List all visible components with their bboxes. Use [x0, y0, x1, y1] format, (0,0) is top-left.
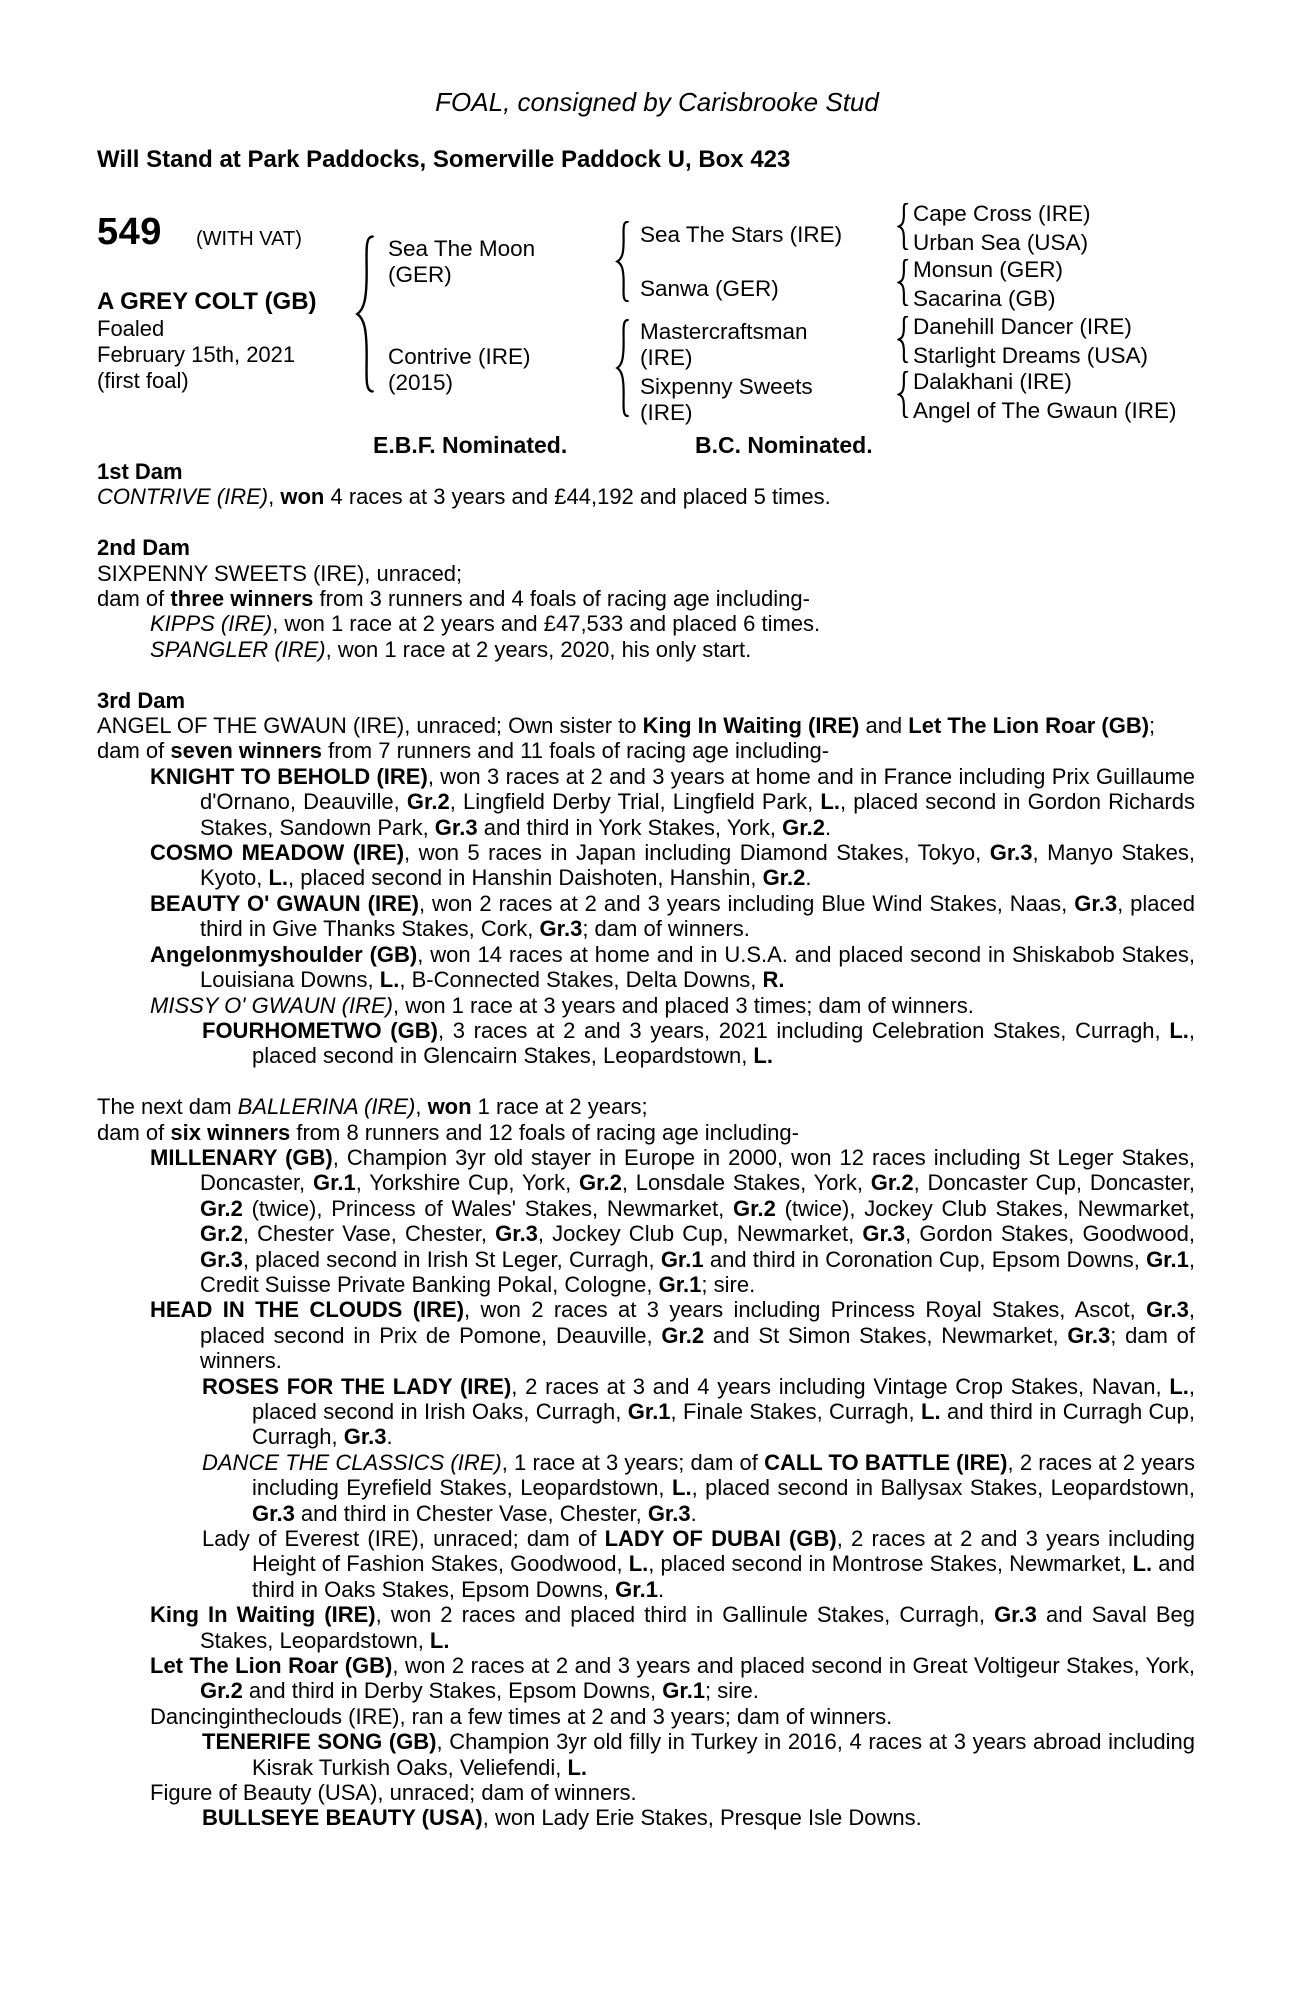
text-segment: Gr.1	[312, 1170, 356, 1196]
text-segment: , 3 races at 2 and 3 years, 2021 including Celebration Stakes, Curragh,	[437, 1017, 1170, 1043]
paragraph	[97, 1526, 1195, 1602]
text-segment: MISSY O' GWAUN (IRE)	[150, 992, 393, 1018]
paragraph	[97, 738, 1195, 763]
text-segment: Gr.3	[252, 1500, 295, 1526]
paragraph	[97, 1018, 1195, 1069]
text-segment: Gr.1	[627, 1398, 671, 1424]
text-segment: and third in Derby Stakes, Epsom Downs,	[242, 1678, 663, 1704]
text-segment: Gr.2	[733, 1195, 776, 1221]
gg-name: Angel of The Gwaun (IRE)	[913, 397, 1177, 423]
text-segment: L.	[268, 865, 289, 891]
pedigree-sire	[388, 236, 535, 288]
text-segment: L.	[628, 1551, 649, 1577]
paragraph	[97, 586, 1195, 611]
text-segment: , Chester Vase, Chester,	[242, 1221, 496, 1247]
text-segment: from 7 runners and 11 foals of racing age including-	[322, 738, 830, 764]
text-segment: .	[824, 814, 832, 840]
pedigree-brace-gg1	[897, 203, 909, 250]
text-segment: and third in Oaks Stakes, Epsom Downs,	[252, 1551, 1195, 1602]
text-segment: , won 2 races at 3 years including Princess Royal Stakes, Ascot,	[464, 1297, 1147, 1323]
text-segment: and	[859, 713, 909, 739]
paragraph	[97, 1729, 1195, 1780]
text-segment: , won 1 race at 2 years, 2020, his only start.	[325, 636, 752, 662]
text-segment: and St Simon Stakes, Newmarket,	[704, 1322, 1068, 1348]
paragraph	[97, 1145, 1195, 1297]
text-segment: Gr.3	[539, 916, 583, 942]
text-segment: Gr.3	[1074, 890, 1118, 916]
text-segment: 4 races at 3 years and £44,192 and placed 5 times.	[324, 484, 831, 510]
pedigree-brace-main	[354, 235, 376, 393]
text-segment: .	[805, 865, 812, 891]
text-segment: and third in York Stakes, York,	[477, 814, 783, 840]
paragraph	[97, 688, 1195, 713]
paragraph	[97, 1780, 1195, 1805]
paragraph	[97, 1450, 1195, 1526]
text-segment: Gr.3	[343, 1424, 387, 1450]
text-segment: ; dam of winners.	[582, 916, 750, 942]
text-segment: ; sire.	[701, 1271, 756, 1297]
text-segment: Gr.3	[434, 814, 478, 840]
stand-location-line: Will Stand at Park Paddocks, Somerville Paddock U, Box 423	[97, 146, 791, 173]
text-segment: BEAUTY O' GWAUN (IRE)	[150, 890, 419, 916]
text-segment: Angelonmyshoulder (GB)	[150, 941, 418, 967]
text-segment: DANCE THE CLASSICS (IRE)	[202, 1449, 502, 1475]
pedigree-brace-dam	[615, 319, 630, 417]
text-segment: Gr.3	[989, 840, 1033, 866]
text-segment: Lady of Everest (IRE), unraced; dam of	[202, 1526, 605, 1552]
text-segment: L.	[921, 1398, 941, 1424]
text-segment: , Gordon Stakes, Goodwood,	[905, 1221, 1195, 1247]
text-segment: KNIGHT TO BEHOLD (IRE)	[150, 763, 428, 789]
text-segment: Gr.2	[579, 1170, 622, 1196]
text-segment: Gr.1	[1146, 1246, 1189, 1272]
text-segment: , won 3 races at 2 and 3 years at home and in France including Prix Guillaume d'Ornano, Deauville,	[200, 763, 1196, 815]
text-segment: , placed second in Irish St Leger, Curragh,	[242, 1246, 661, 1272]
text-segment: , won 2 races and placed third in Gallinule Stakes, Curragh,	[375, 1602, 995, 1628]
text-segment: L.	[672, 1475, 692, 1501]
text-segment: ; dam of winners.	[200, 1322, 1195, 1374]
text-segment: COSMO MEADOW (IRE)	[150, 840, 405, 866]
text-segment: , won 2 races at 2 and 3 years including Blue Wind Stakes, Naas,	[418, 890, 1075, 916]
text-segment: SPANGLER (IRE)	[150, 636, 326, 662]
text-segment: ,	[415, 1094, 428, 1120]
text-segment: , Champion 3yr old filly in Turkey in 2016, 4 races at 3 years abroad including Kisrak Turkish Oaks, Veliefendi,	[252, 1729, 1195, 1780]
text-segment: and third in Chester Vase, Chester,	[294, 1500, 648, 1526]
great-grandparents-pair-3	[913, 313, 1148, 370]
text-segment: , placed second in Prix de Pomone, Deauville,	[200, 1297, 1196, 1348]
text-segment: , won 14 races at home and in U.S.A. and placed second in Shiskabob Stakes, Louisiana Downs,	[200, 941, 1195, 993]
text-segment: ANGEL OF THE GWAUN (IRE), unraced; Own sister to	[97, 713, 643, 739]
gg-name: Starlight Dreams (USA)	[913, 342, 1149, 368]
text-segment: , placed second in Ballysax Stakes, Leopardstown,	[691, 1475, 1195, 1501]
paragraph	[97, 561, 1195, 586]
text-segment: KIPPS (IRE)	[150, 611, 273, 637]
gg-name: Sacarina (GB)	[913, 285, 1056, 311]
text-segment: ,	[268, 484, 281, 510]
text-segment: , won 1 race at 3 years and placed 3 times; dam of winners.	[392, 992, 974, 1018]
text-segment: Gr.2	[782, 814, 825, 840]
text-segment: L.	[567, 1754, 588, 1780]
text-segment: , Doncaster Cup, Doncaster,	[913, 1170, 1195, 1196]
text-segment: Gr.3	[862, 1221, 906, 1247]
catalogue-text	[97, 459, 1195, 1831]
text-segment: HEAD IN THE CLOUDS (IRE)	[150, 1297, 465, 1323]
text-segment: King In Waiting (IRE)	[642, 713, 860, 739]
paragraph	[97, 1374, 1195, 1450]
text-segment: , placed third in Give Thanks Stakes, Cork,	[200, 890, 1195, 942]
text-segment: CALL TO BATTLE (IRE)	[764, 1449, 1008, 1475]
text-segment: L.	[1132, 1551, 1153, 1577]
great-grandparents-pair-1	[913, 200, 1091, 257]
paragraph	[97, 535, 1195, 560]
paragraph	[97, 764, 1195, 840]
text-segment: Gr.3	[647, 1500, 691, 1526]
paragraph	[97, 1602, 1195, 1653]
pedigree-dam-dam	[640, 374, 813, 425]
pedigree-brace-gg4	[897, 371, 909, 418]
text-segment: from 3 runners and 4 foals of racing age including-	[313, 586, 810, 612]
text-segment: , Lonsdale Stakes, York,	[621, 1170, 871, 1196]
text-segment: L.	[753, 1043, 773, 1069]
text-segment: , B-Connected Stakes, Delta Downs,	[399, 967, 763, 993]
text-segment: dam of	[97, 586, 171, 612]
pedigree-dam	[388, 344, 531, 396]
text-segment: won	[427, 1094, 472, 1120]
paragraph	[97, 1805, 1195, 1830]
text-segment: , won 1 race at 2 years and £47,533 and placed 6 times.	[272, 611, 821, 637]
paragraph	[97, 942, 1195, 993]
text-segment: L.	[429, 1627, 450, 1653]
text-segment: from 8 runners and 12 foals of racing age including-	[290, 1119, 799, 1145]
text-segment: Gr.1	[658, 1271, 702, 1297]
paragraph	[97, 840, 1195, 891]
text-segment: 1st Dam	[97, 459, 183, 484]
text-segment: , placed second in Glencairn Stakes, Leopardstown,	[252, 1017, 1196, 1069]
paragraph	[97, 1653, 1195, 1704]
text-segment: Figure of Beauty (USA), unraced; dam of winners.	[150, 1780, 637, 1806]
text-segment: , won 5 races in Japan including Diamond Stakes, Tokyo,	[404, 840, 990, 866]
text-segment: .	[386, 1424, 393, 1450]
horse-name: A GREY COLT (GB)	[97, 288, 317, 315]
text-segment: Gr.2	[200, 1221, 243, 1247]
lot-number: 549	[97, 211, 162, 253]
dam-sire-name: Mastercraftsman	[640, 319, 808, 344]
text-segment: three winners	[170, 586, 314, 612]
gg-name: Danehill Dancer (IRE)	[913, 314, 1132, 339]
first-foal-note: (first foal)	[97, 368, 189, 393]
page-title: FOAL, consigned by Carisbrooke Stud	[435, 87, 879, 117]
foaled-label: Foaled	[97, 316, 165, 341]
text-segment: .	[657, 1576, 665, 1602]
text-segment: Gr.2	[200, 1195, 243, 1221]
text-segment: Gr.2	[200, 1678, 243, 1704]
text-segment: 3rd Dam	[97, 687, 186, 713]
bc-nomination: B.C. Nominated.	[695, 432, 873, 458]
text-segment: The next dam	[97, 1094, 238, 1120]
gg-name: Cape Cross (IRE)	[913, 201, 1091, 226]
text-segment: Gr.3	[1067, 1322, 1111, 1348]
text-segment: LADY OF DUBAI (GB)	[604, 1526, 837, 1552]
text-segment: R.	[762, 967, 785, 993]
dam-year: (2015)	[388, 370, 454, 395]
text-segment: L.	[379, 967, 400, 993]
pedigree-dam-sire	[640, 319, 808, 370]
text-segment: Gr.1	[660, 1246, 704, 1272]
gg-name: Dalakhani (IRE)	[913, 369, 1072, 394]
pedigree-brace-gg2	[897, 259, 909, 306]
text-segment: MILLENARY (GB)	[150, 1144, 333, 1170]
text-segment: , Credit Suisse Private Banking Pokal, Cologne,	[200, 1246, 1195, 1297]
paragraph	[97, 891, 1195, 942]
text-segment: ROSES FOR THE LADY (IRE)	[202, 1373, 512, 1399]
text-segment: six winners	[170, 1119, 291, 1145]
text-segment: , Lingfield Derby Trial, Lingfield Park,	[449, 789, 821, 815]
paragraph	[97, 484, 1195, 509]
text-segment: , 2 races at 2 years including Eyrefield Stakes, Leopardstown,	[252, 1449, 1196, 1501]
paragraph	[97, 1120, 1195, 1145]
text-segment: , placed second in Hanshin Daishoten, Hanshin,	[288, 865, 763, 891]
pedigree-brace-sire	[615, 221, 630, 302]
paragraph	[97, 713, 1195, 738]
dam-dam-country: (IRE)	[640, 399, 693, 425]
text-segment: CONTRIVE (IRE)	[97, 484, 269, 510]
text-segment: seven winners	[170, 738, 323, 764]
text-segment: Gr.3	[200, 1246, 243, 1272]
paragraph	[97, 637, 1195, 662]
text-segment: Dancingintheclouds (IRE), ran a few times at 2 and 3 years; dam of winners.	[150, 1703, 893, 1729]
text-segment: and third in Coronation Cup, Epsom Downs,	[703, 1246, 1147, 1272]
sire-name: Sea The Moon	[388, 236, 536, 261]
text-segment: , 2 races at 3 and 4 years including Vintage Crop Stakes, Navan,	[511, 1373, 1170, 1399]
pedigree-sire-sire: Sea The Stars (IRE)	[640, 222, 843, 247]
text-segment: Gr.3	[994, 1602, 1037, 1628]
text-segment: .	[690, 1500, 697, 1526]
text-segment: , Manyo Stakes, Kyoto,	[200, 840, 1195, 891]
paragraph	[97, 611, 1195, 636]
text-segment: , won 2 races at 2 and 3 years and placed second in Great Voltigeur Stakes, York,	[392, 1653, 1195, 1679]
text-segment: Gr.3	[495, 1221, 538, 1247]
text-segment: , won Lady Erie Stakes, Presque Isle Downs.	[482, 1805, 922, 1831]
text-segment: , Jockey Club Cup, Newmarket,	[537, 1221, 863, 1247]
dam-name: Contrive (IRE)	[388, 344, 531, 369]
text-segment: Gr.2	[762, 865, 806, 891]
text-segment: , Champion 3yr old stayer in Europe in 2000, won 12 races including St Leger Stakes, Doncaster,	[200, 1144, 1195, 1196]
text-segment: SIXPENNY SWEETS (IRE), unraced;	[97, 560, 463, 586]
text-segment: Let The Lion Roar (GB)	[908, 713, 1150, 739]
text-segment: King In Waiting (IRE)	[150, 1602, 376, 1628]
text-segment: Gr.1	[615, 1576, 658, 1602]
dam-sire-country: (IRE)	[640, 344, 693, 370]
paragraph	[97, 1094, 1195, 1119]
text-segment: Gr.2	[406, 789, 450, 815]
paragraph	[97, 1704, 1195, 1729]
sire-country: (GER)	[388, 262, 452, 287]
text-segment: , Finale Stakes, Curragh,	[670, 1398, 922, 1424]
gg-name: Monsun (GER)	[913, 257, 1064, 282]
text-segment: won	[280, 484, 325, 510]
text-segment: , placed second in Montrose Stakes, Newmarket,	[648, 1551, 1133, 1577]
text-segment: Gr.3	[1146, 1297, 1189, 1323]
pedigree-brace-gg3	[897, 316, 909, 363]
text-segment: BALLERINA (IRE)	[237, 1094, 416, 1120]
text-segment: Gr.2	[870, 1170, 914, 1196]
foaled-date: February 15th, 2021	[97, 342, 296, 367]
dam-dam-name: Sixpenny Sweets	[640, 374, 813, 399]
text-segment: , 2 races at 2 and 3 years including Height of Fashion Stakes, Goodwood,	[252, 1526, 1195, 1577]
text-segment: dam of	[97, 738, 171, 764]
great-grandparents-pair-4	[913, 368, 1176, 425]
text-segment: Gr.1	[662, 1678, 706, 1704]
text-segment: BULLSEYE BEAUTY (USA)	[202, 1805, 483, 1831]
text-segment: ; sire.	[705, 1678, 759, 1704]
text-segment: , 1 race at 3 years; dam of	[501, 1449, 765, 1475]
pedigree-sire-dam: Sanwa (GER)	[640, 276, 779, 301]
text-segment: L.	[1169, 1017, 1189, 1043]
text-segment: FOURHOMETWO (GB)	[202, 1017, 438, 1043]
text-segment: , placed second in Gordon Richards Stakes, Sandown Park,	[200, 789, 1195, 840]
text-segment: Gr.2	[661, 1322, 705, 1348]
paragraph	[97, 993, 1195, 1018]
gg-name: Urban Sea (USA)	[913, 229, 1089, 255]
paragraph	[97, 459, 1195, 484]
text-segment: 1 race at 2 years;	[471, 1094, 648, 1120]
text-segment: Let The Lion Roar (GB)	[150, 1653, 393, 1679]
paragraph	[97, 1297, 1195, 1373]
text-segment: L.	[820, 789, 840, 815]
text-segment: TENERIFE SONG (GB)	[202, 1729, 437, 1755]
text-segment: ;	[1149, 713, 1156, 739]
text-segment: 2nd Dam	[97, 535, 190, 561]
text-segment: , placed second in Irish Oaks, Curragh,	[252, 1373, 1195, 1424]
text-segment: (twice), Princess of Wales' Stakes, Newmarket,	[242, 1195, 734, 1221]
text-segment: and Saval Beg Stakes, Leopardstown,	[200, 1602, 1196, 1653]
text-segment: L.	[1169, 1373, 1189, 1399]
text-segment: dam of	[97, 1119, 171, 1145]
text-segment: and third in Curragh Cup, Curragh,	[252, 1398, 1196, 1450]
great-grandparents-pair-2	[913, 256, 1063, 313]
text-segment: , Yorkshire Cup, York,	[355, 1170, 580, 1196]
text-segment: (twice), Jockey Club Stakes, Newmarket,	[775, 1195, 1195, 1221]
vat-note: (WITH VAT)	[196, 228, 302, 250]
ebf-nomination: E.B.F. Nominated.	[373, 432, 568, 458]
